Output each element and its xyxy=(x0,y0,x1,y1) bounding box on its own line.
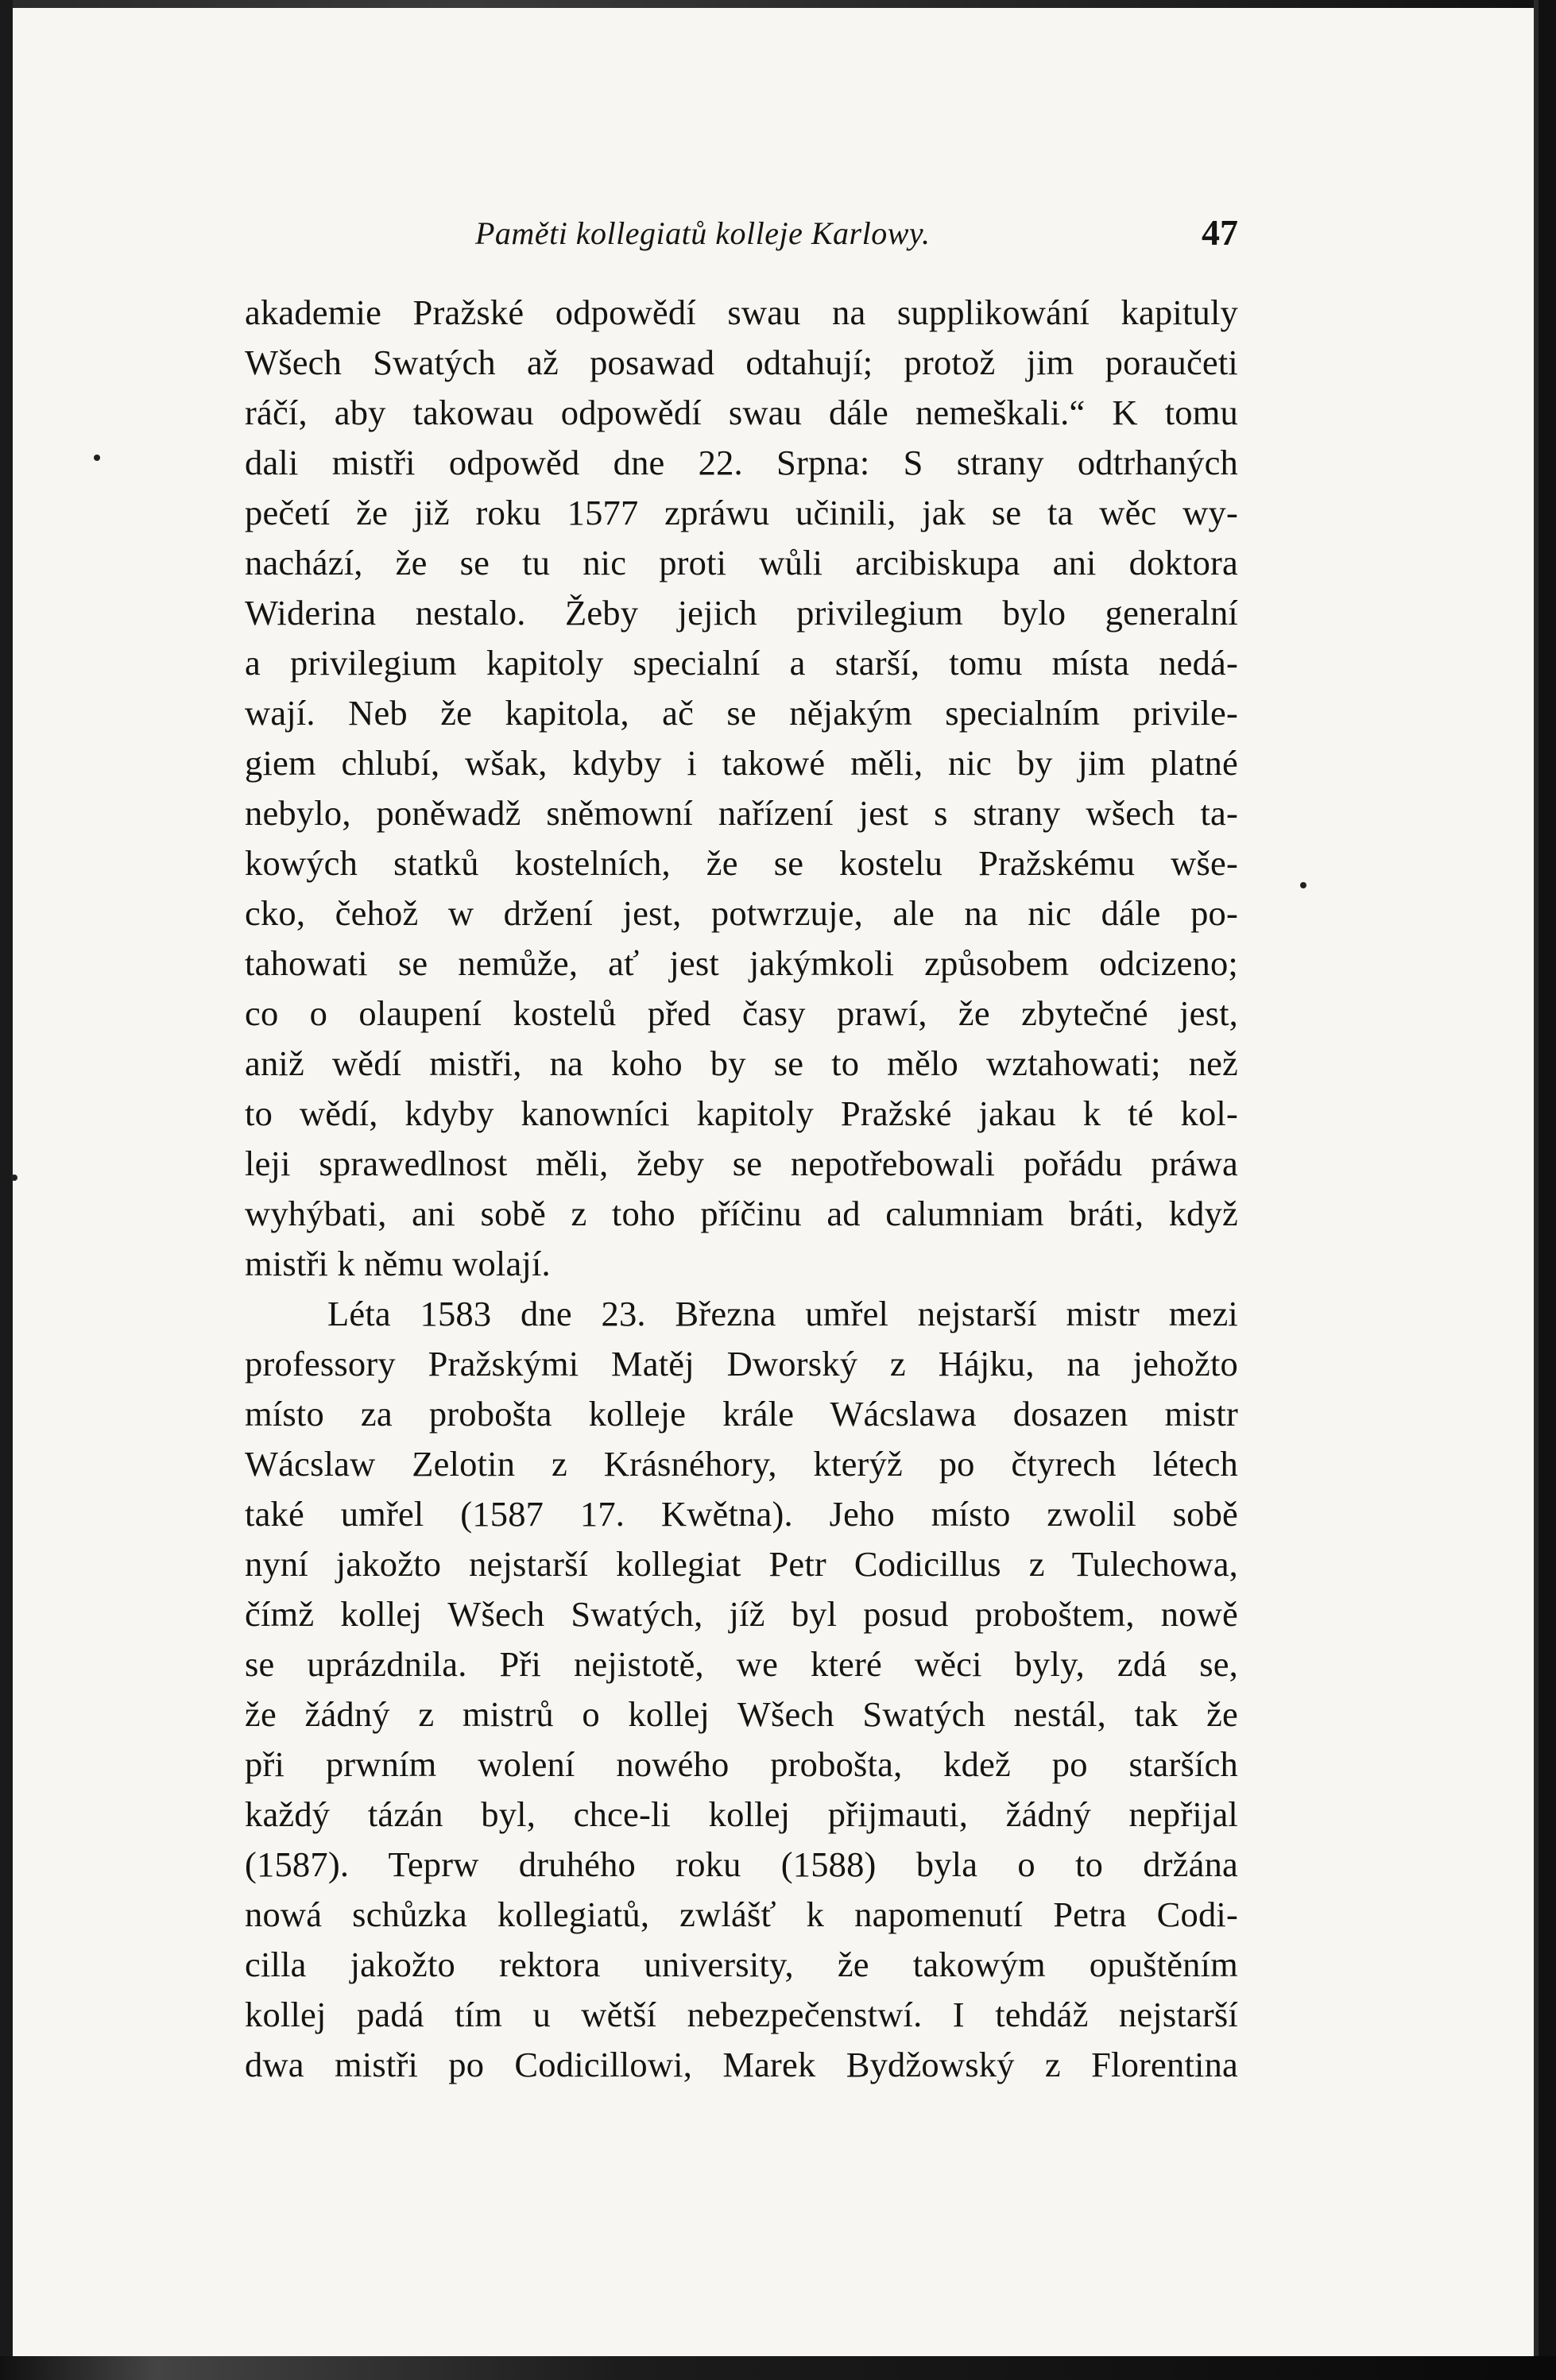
text-line: Léta 1583 dne 23. Března umřel nejstarší mistr mezi xyxy=(327,1294,1238,1333)
text-line: leji sprawedlnost měli, žeby se nepotřebowali pořádu práwa xyxy=(245,1144,1238,1183)
scan-speck xyxy=(94,455,100,461)
text-line: aniž wědí mistři, na koho by se to mělo wztahowati; než xyxy=(245,1043,1238,1083)
text-line: wají. Neb že kapitola, ač se nějakým specialním privile- xyxy=(245,693,1238,733)
text-line: dali mistři odpowěd dne 22. Srpna: S strany odtrhaných xyxy=(245,443,1238,482)
text-line: a privilegium kapitoly specialní a starší, tomu místa nedá- xyxy=(245,643,1238,683)
text-line: pečetí že již roku 1577 zpráwu učinili, jak se ta wěc wy- xyxy=(245,493,1238,532)
text-line: professory Pražskými Matěj Dworský z Hájku, na jehožto xyxy=(245,1344,1238,1383)
text-line: (1587). Teprw druhého roku (1588) byla o to držána xyxy=(245,1844,1238,1884)
text-line: nowá schůzka kollegiatů, zwlášť k napomenutí Petra Codi- xyxy=(245,1894,1238,1934)
text-line: cko, čehož w držení jest, potwrzuje, ale na nic dále po- xyxy=(245,893,1238,933)
text-line: také umřel (1587 17. Kwětna). Jeho místo zwolil sobě xyxy=(245,1494,1238,1534)
text-line: nyní jakožto nejstarší kollegiat Petr Codicillus z Tulechowa, xyxy=(245,1544,1238,1584)
text-line: ráčí, aby takowau odpowědí swau dále nemeškali.“ K tomu xyxy=(245,393,1238,432)
text-line: kowých statků kostelních, že se kostelu Pražskému wše- xyxy=(245,843,1238,883)
text-line: wyhýbati, ani sobě z toho příčinu ad calumniam bráti, když xyxy=(245,1194,1238,1233)
text-line: nachází, že se tu nic proti wůli arcibiskupa ani doktora xyxy=(245,543,1238,582)
running-header xyxy=(245,212,1238,270)
scan-speck xyxy=(11,1175,17,1181)
text-line: akademie Pražské odpowědí swau na supplikowání kapituly xyxy=(245,292,1238,332)
scan-speck xyxy=(1300,882,1306,888)
text-line: Wácslaw Zelotin z Krásnéhory, kterýž po čtyrech létech xyxy=(245,1444,1238,1484)
body-text xyxy=(245,288,1238,2090)
running-title: Paměti kollegiatů kolleje Karlowy. xyxy=(475,215,931,251)
text-line: při prwním wolení nowého probošta, kdež po starších xyxy=(245,1744,1238,1784)
text-line: co o olaupení kostelů před časy prawí, že zbytečné jest, xyxy=(245,993,1238,1033)
scan-border-left xyxy=(0,0,13,2380)
text-line: tahowati se nemůže, ať jest jakýmkoli způsobem odcizeno; xyxy=(245,943,1238,983)
text-line: místo za probošta kolleje krále Wácslawa dosazen mistr xyxy=(245,1394,1238,1434)
text-line: giem chlubí, wšak, kdyby i takowé měli, nic by jim platné xyxy=(245,743,1238,783)
text-line: kollej padá tím u wětší nebezpečenstwí. I tehdáž nejstarší xyxy=(245,1995,1238,2034)
text-line: dwa mistři po Codicillowi, Marek Bydžowský z Florentina xyxy=(245,2045,1238,2084)
text-line: mistři k němu wolají. xyxy=(245,1244,551,1283)
text-line: každý tázán byl, chce-li kollej přijmauti, žádný nepřijal xyxy=(245,1794,1238,1834)
text-line: Widerina nestalo. Žeby jejich privilegium bylo generalní xyxy=(245,593,1238,633)
text-line: to wědí, kdyby kanowníci kapitoly Pražské jakau k té kol- xyxy=(245,1093,1238,1133)
paragraph-1 xyxy=(245,288,1238,1289)
page-number: 47 xyxy=(1202,212,1238,253)
text-line: že žádný z mistrů o kollej Wšech Swatých nestál, tak že xyxy=(245,1694,1238,1734)
scan-border-right xyxy=(1539,0,1556,2380)
paragraph-2 xyxy=(245,1289,1238,2090)
text-line: se uprázdnila. Při nejistotě, we které wěci byly, zdá se, xyxy=(245,1644,1238,1684)
text-line: cilla jakožto rektora university, že takowým opuštěním xyxy=(245,1945,1238,1984)
scan-border-bottom xyxy=(0,2356,1556,2380)
text-line: Wšech Swatých až posawad odtahují; protož jim poraučeti xyxy=(245,342,1238,382)
text-line: nebylo, poněwadž sněmowní nařízení jest s strany wšech ta- xyxy=(245,793,1238,833)
scan-border-top xyxy=(0,0,1556,8)
text-line: čímž kollej Wšech Swatých, jíž byl posud proboštem, nowě xyxy=(245,1594,1238,1634)
